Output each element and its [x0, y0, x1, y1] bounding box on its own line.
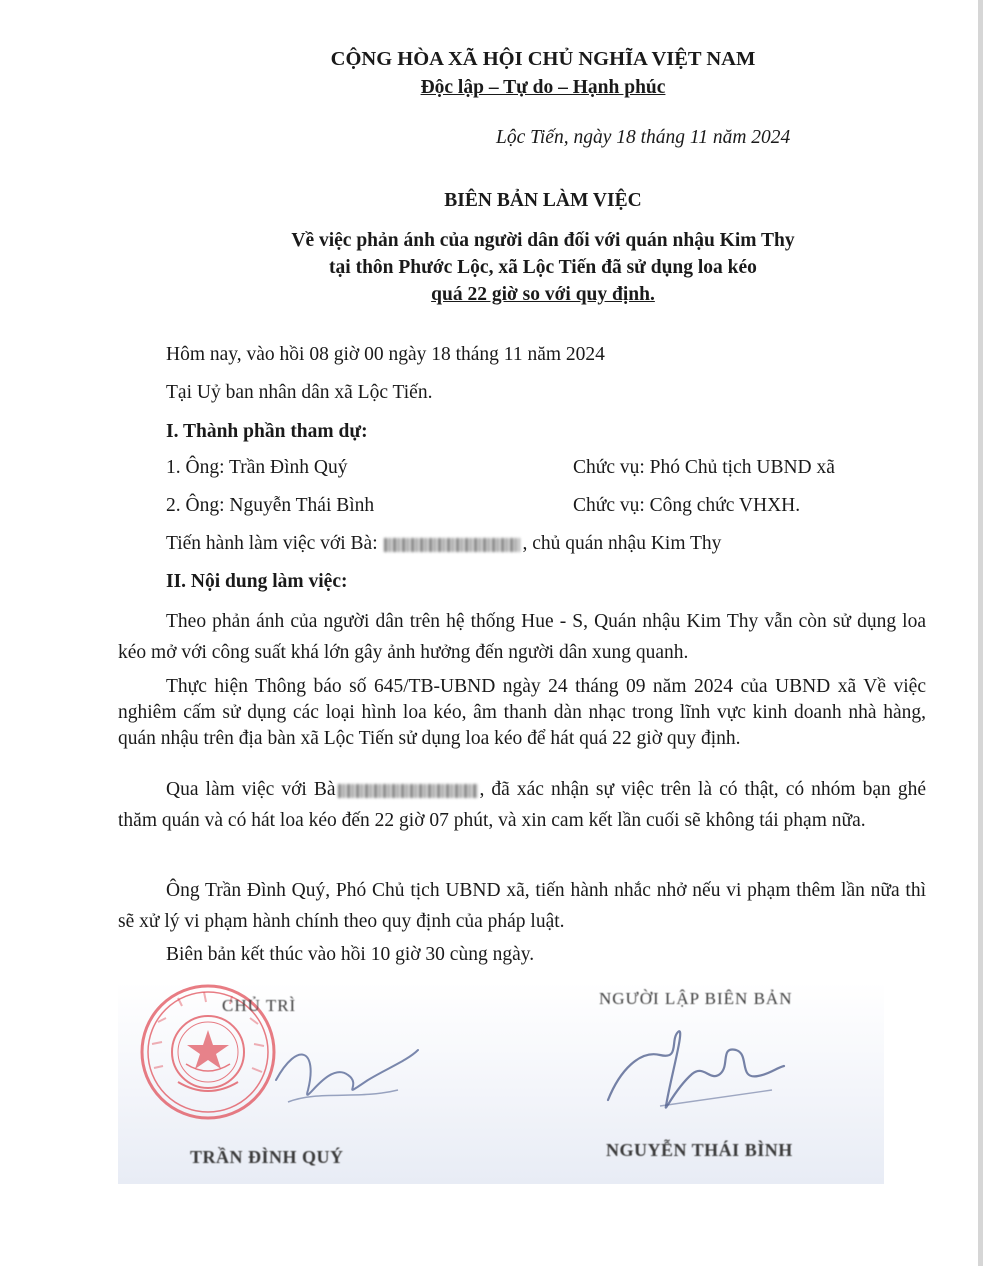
subject-line-1: Về việc phản ánh của người dân đối với quán nhậu Kim Thy	[291, 230, 795, 251]
section-1-heading: I. Thành phần tham dự:	[166, 421, 368, 442]
redacted-name	[384, 538, 520, 552]
right-signature-title: NGƯỜI LẬP BIÊN BẢN	[599, 989, 793, 1008]
work-with-line: Tiến hành làm việc với Bà: , chủ quán nhậu Kim Thy	[166, 533, 722, 554]
left-signer-name: TRẦN ĐÌNH QUÝ	[190, 1147, 344, 1167]
participant-2-name: 2. Ông: Nguyễn Thái Bình	[166, 495, 375, 516]
right-signature-icon	[600, 1010, 790, 1120]
motto: Độc lập – Tự do – Hạnh phúc	[420, 77, 666, 98]
participant-1-name: 1. Ông: Trần Đình Quý	[166, 457, 348, 478]
subject-line-2: tại thôn Phước Lộc, xã Lộc Tiến đã sử dụng loa kéo	[329, 257, 757, 278]
nation-title: CỘNG HÒA XÃ HỘI CHỦ NGHĨA VIỆT NAM	[330, 48, 756, 70]
meeting-time: Hôm nay, vào hồi 08 giờ 00 ngày 18 tháng 11 năm 2024	[166, 344, 605, 365]
right-signer-name: NGUYỄN THÁI BÌNH	[606, 1140, 793, 1160]
paragraph-2: Thực hiện Thông báo số 645/TB-UBND ngày 24 tháng 09 năm 2024 của UBND xã Về việc nghiêm cấm sử dụng các loại hình loa kéo, âm thanh dàn nhạc trong lĩnh vực kinh doanh nhà hàng, quán nhậu trên địa bàn xã Lộc Tiến sử dụng loa kéo để hát quá 22 giờ quy định.	[118, 676, 926, 749]
meeting-location: Tại Uỷ ban nhân dân xã Lộc Tiến.	[166, 382, 433, 403]
participant-2-role: Chức vụ: Công chức VHXH.	[573, 495, 801, 516]
place-date: Lộc Tiến, ngày 18 tháng 11 năm 2024	[496, 127, 791, 148]
redacted-name	[338, 784, 478, 798]
page-edge	[978, 0, 983, 1266]
paragraph-5: Biên bản kết thúc vào hồi 10 giờ 30 cùng ngày.	[166, 944, 535, 965]
left-signature-icon	[268, 1020, 428, 1120]
paragraph-1: Theo phản ánh của người dân trên hệ thống Hue - S, Quán nhậu Kim Thy vẫn còn sử dụng loa kéo mở với công suất khá lớn gây ảnh hưởng đến người dân xung quanh.	[118, 611, 926, 663]
subject-line-3: quá 22 giờ so với quy định.	[431, 284, 655, 305]
left-signature-title: CHỦ TRÌ	[222, 996, 297, 1015]
paragraph-3: Qua làm việc với Bà , đã xác nhận sự việc trên là có thật, có nhóm bạn ghé thăm quán và có hát loa kéo đến 22 giờ 07 phút, và xin cam kết lần cuối sẽ không tái phạm nữa.	[118, 779, 926, 831]
participant-1-role: Chức vụ: Phó Chủ tịch UBND xã	[573, 457, 835, 478]
section-2-heading: II. Nội dung làm việc:	[166, 571, 348, 592]
document-title: BIÊN BẢN LÀM VIỆC	[444, 190, 642, 211]
paragraph-4: Ông Trần Đình Quý, Phó Chủ tịch UBND xã, tiến hành nhắc nhở nếu vi phạm thêm lần nữa thì sẽ xử lý vi phạm hành chính theo quy định của pháp luật.	[118, 880, 926, 932]
